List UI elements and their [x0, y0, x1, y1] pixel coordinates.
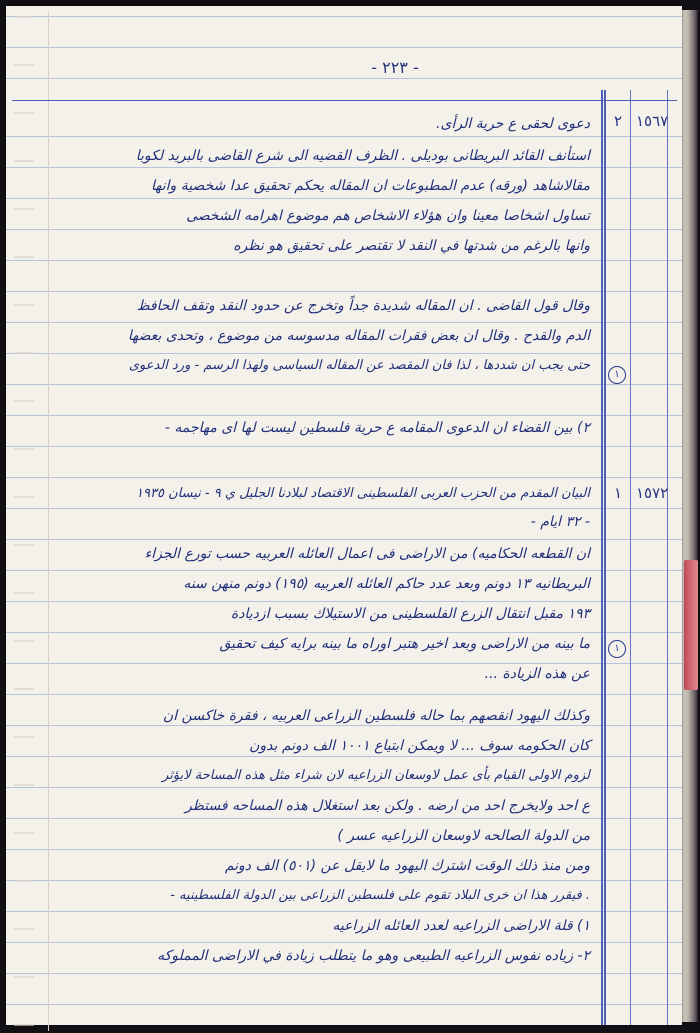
handwritten-line: ما بينه من الاراضى وبعد اخير هتبر اوراه ما بينه برايه كيف تحقيق — [219, 636, 590, 652]
handwritten-line: ٢) بين القضاء ان الدعوى المقامه ع حرية فلسطين ليست لها اى مهاجمه - — [164, 420, 590, 436]
column-rule — [601, 90, 603, 1025]
entry-sequence-number: ٢ — [614, 112, 623, 130]
circled-mark: ١ — [608, 366, 626, 384]
column-rule — [667, 90, 668, 1025]
handwritten-line: عن هذه الزيادة ... — [484, 666, 590, 682]
handwritten-line: مقالاشاهد (ورقه) عدم المطبوعات ان المقاله يحكم تحقيق عدا شخصية وانها — [151, 178, 590, 194]
column-rule — [604, 90, 606, 1025]
handwritten-line: استأنف القائد البريطانى بوديلى . الظرف القضيه الى شرع القاضى بالبريد لكوبا — [135, 148, 590, 164]
entry-heading: دعوى لحقى ع حرية الرأى. — [436, 116, 590, 132]
entry-reference-number: ١٥٧٢ — [636, 484, 669, 502]
handwritten-line: كان الحكومه سوف ... لا ويمكن ابتياع ١٠٠١ الف دونم بدون — [249, 738, 590, 754]
header-rule — [12, 100, 677, 101]
handwritten-line: البريطانيه ١٣ دونم وبعد عدد حاكم العائله العربيه (١٩٥) دونم منهن سنه — [183, 576, 590, 592]
handwritten-line: ١) قلة الاراضى الزراعيه لعدد العائله الزراعيه — [332, 918, 590, 934]
handwritten-line: ومن منذ ذلك الوقت اشترك اليهود ما لايقل عن (٥٠١) الف دونم — [224, 858, 590, 874]
handwritten-line: تساول اشخاصا معينا وان هؤلاء الاشخاص هم موضوع اهرامه الشخصى — [186, 208, 590, 224]
handwritten-line: - ٣٢ ايام - — [530, 514, 590, 530]
handwritten-line: . فيقرر هذا ان خرى البلاد تقوم على فلسطين الزراعى بين الدولة الفلسطينيه - — [170, 888, 590, 903]
handwritten-line: حتى يجب ان شددها ، لذا فان المقصد عن المقاله السياسى ولهذا الرسم - ورد الدعوى — [128, 358, 590, 373]
circled-mark: ١ — [608, 640, 626, 658]
handwritten-line: الدم والقدح . وقال ان بعض فقرات المقاله مدسوسه من موضوع ، وتحدى بعضها — [127, 328, 590, 344]
handwritten-line: وقال قول القاضى . ان المقاله شديدة جداً وتخرج عن حدود النقد وتقف الحافظ — [136, 298, 590, 314]
page-edge — [682, 10, 698, 1022]
handwritten-line: وانها بالرغم من شدتها في النقد لا تقتصر على تحقيق هو نظره — [233, 238, 590, 254]
red-tab-marker — [684, 560, 698, 690]
entry-sequence-number: ١ — [614, 484, 623, 502]
page-number: - ٢٢٣ - — [371, 58, 419, 77]
handwritten-line: وكذلك اليهود انقصهم بما حاله فلسطين الزراعى العربيه ، فقرة خاكسن ان — [162, 708, 590, 724]
handwritten-line: ٢- زياده نفوس الزراعيه الطبيعى وهو ما يتطلب زيادة في الاراضى المملوكه — [157, 948, 590, 964]
entry-heading: البيان المقدم من الحزب العربى الفلسطينى الاقتصاد لبلادنا الجليل ي ٩ - نيسان ١٩٣٥ — [136, 486, 590, 501]
entry-reference-number: ١٥٦٧ — [636, 112, 669, 130]
handwritten-line: لزوم الاولى القيام بأى عمل لاوسعان الزراعيه لان شراء مثل هذه المساحة لايؤثر — [162, 768, 590, 783]
handwritten-line: من الدولة الصالحه لاوسعان الزراعيه عسر ) — [337, 828, 590, 844]
binding-holes — [14, 16, 34, 1026]
handwritten-line: ان القطعه الحكاميه) من الاراضى فى اعمال العائله العربيه حسب تورع الجزاء — [144, 546, 590, 562]
handwritten-line: ع احد ولايخرج احد من ارضه . ولكن بعد استغلال هذه المساحه فستظر — [184, 798, 590, 814]
handwritten-line: ١٩٣ مقبل انتقال الزرع الفلسطينى من الاستيلاك بسبب ازديادة — [230, 606, 590, 622]
column-rule — [630, 90, 631, 1025]
